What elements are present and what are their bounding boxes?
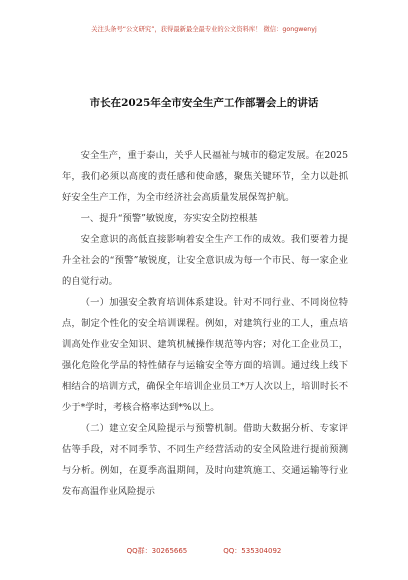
- paragraph-item-2: （二）建立安全风险提示与预警机制。借助大数据分析、专家评估等手段，对不同季节、不同生产经营活动的安全风险进行提前预测与分析。例如，在夏季高温期间，及时向建筑施工、交通运输等行业发布高温作业风险提示: [62, 423, 348, 497]
- contact-footer: [0, 546, 408, 556]
- paragraph-section-1: 安全意识的高低直接影响着安全生产工作的成效。我们要着力提升全社会的“预警”敏锐度，让安全意识成为每一个市民、每一家企业的自觉行动。: [62, 234, 348, 287]
- document-title: 市长在2025年全市安全生产工作部署会上的讲话: [89, 97, 319, 109]
- paragraph-intro: 安全生产，重于泰山，关乎人民福祉与城市的稳定发展。在2025年，我们必须以高度的责任感和使命感，聚焦关键环节，全力以赴抓好安全生产工作，为全市经济社会高质量发展保驾护航。: [62, 150, 348, 203]
- section-heading-1: 一、提升“预警”敏锐度，夯实安全防控根基: [80, 213, 258, 224]
- paragraph-item-1: （一）加强安全教育培训体系建设。针对不同行业、不同岗位特点，制定个性化的安全培训课程。例如，对建筑行业的工人，重点培训高处作业安全知识、建筑机械操作规范等内容；对化工企业员工，强化危险化学品的特性储存与运输安全等方面的培训。通过线上线下相结合的培训方式，确保全年培训企业员工*万人次以上，培训时长不少于*学时，考核合格率达到*%以上。: [62, 297, 348, 413]
- promo-header: 关注头条号“公文研究”，获得最新最全最专业的公文资料库！ 微信：gongwenyj: [91, 26, 317, 33]
- qq-number: QQ：535304092: [223, 547, 282, 555]
- qq-group-number: QQ群：30265665: [126, 547, 188, 555]
- document-body: [62, 145, 348, 502]
